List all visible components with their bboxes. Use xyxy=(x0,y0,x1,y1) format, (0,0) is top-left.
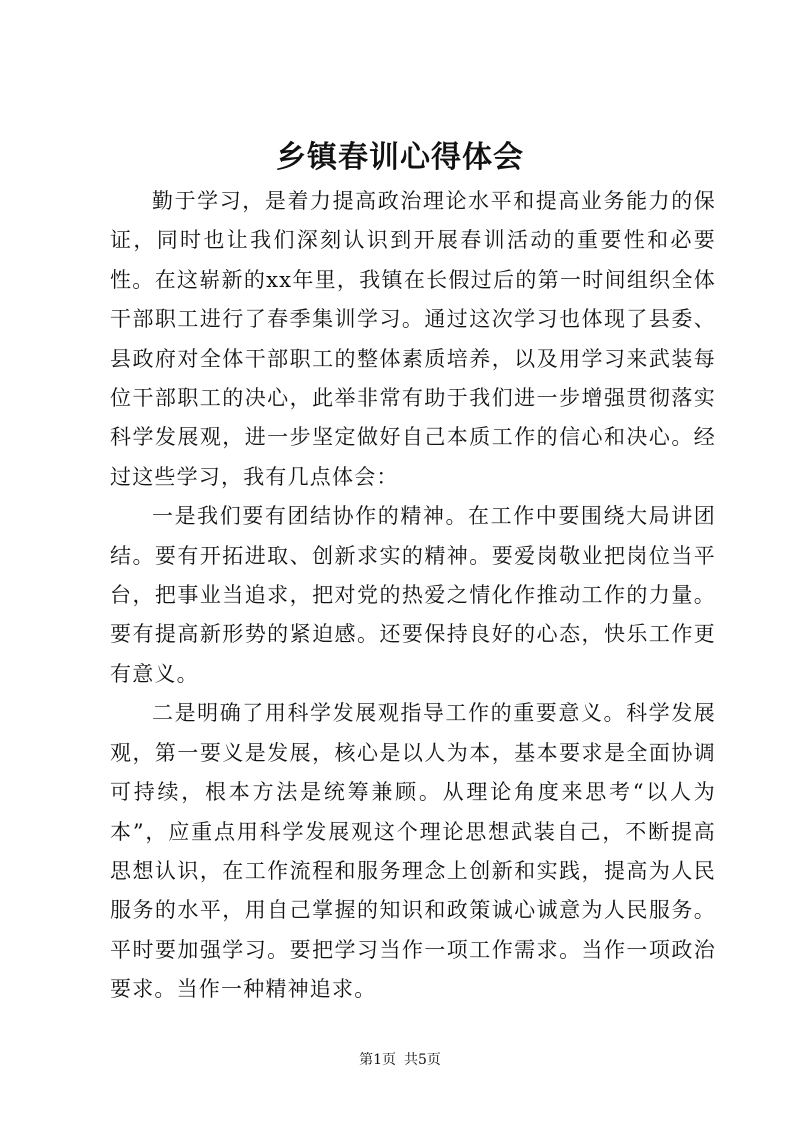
page-total: 共5页 xyxy=(404,1052,441,1068)
paragraph-1: 勤于学习，是着力提高政治理论水平和提高业务能力的保证，同时也让我们深刻认识到开展春训活动的重要性和必要性。在这崭新的xx年里，我镇在长假过后的第一时间组织全体干部职工进行了春季集训学习。通过这次学习也体现了县委、县政府对全体干部职工的整体素质培养，以及用学习来武装每位干部职工的决心，此举非常有助于我们进一步增强贯彻落实科学发展观，进一步坚定做好自己本质工作的信心和决心。经过这些学习，我有几点体会： xyxy=(110,189,716,489)
paragraph-3: 二是明确了用科学发展观指导工作的重要意义。科学发展观，第一要义是发展，核心是以人为本，基本要求是全面协调可持续，根本方法是统筹兼顾。从理论角度来思考“以人为本”，应重点用科学发展观这个理论思想武装自己，不断提高思想认识，在工作流程和服务理念上创新和实践，提高为人民服务的水平，用自己掌握的知识和政策诚心诚意为人民服务。平时要加强学习。要把学习当作一项工作需求。当作一项政治要求。当作一种精神追求。 xyxy=(110,701,716,1002)
page-footer xyxy=(0,1050,800,1070)
page-title: 乡镇春训心得体会 xyxy=(276,140,524,175)
document-body xyxy=(110,182,716,1010)
paragraph-2: 一是我们要有团结协作的精神。在工作中要围绕大局讲团结。要有开拓进取、创新求实的精神。要爱岗敬业把岗位当平台，把事业当追求，把对党的热爱之情化作推动工作的力量。要有提高新形势的紧迫感。还要保持良好的心态，快乐工作更有意义。 xyxy=(110,504,716,686)
page-number: 第1页 xyxy=(359,1052,396,1068)
